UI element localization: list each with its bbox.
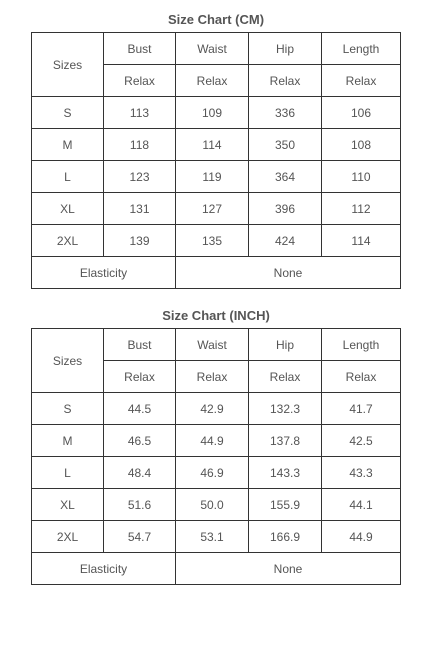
- waist-cell: 44.9: [176, 425, 249, 457]
- waist-cell: 50.0: [176, 489, 249, 521]
- length-cell: 112: [322, 193, 401, 225]
- length-cell: 110: [322, 161, 401, 193]
- elasticity-value: None: [176, 553, 401, 585]
- length-cell: 44.9: [322, 521, 401, 553]
- table-row: [32, 129, 401, 161]
- table-row: [32, 425, 401, 457]
- hip-cell: 336: [249, 97, 322, 129]
- hip-cell: 364: [249, 161, 322, 193]
- size-cell: M: [32, 129, 104, 161]
- waist-cell: 53.1: [176, 521, 249, 553]
- bust-cell: 44.5: [104, 393, 176, 425]
- elasticity-row: [32, 257, 401, 289]
- hip-header: Hip: [249, 33, 322, 65]
- bust-cell: 48.4: [104, 457, 176, 489]
- table-row: [32, 393, 401, 425]
- size-cell: L: [32, 161, 104, 193]
- table-row: [32, 225, 401, 257]
- size-cell: S: [32, 393, 104, 425]
- length-cell: 41.7: [322, 393, 401, 425]
- length-cell: 106: [322, 97, 401, 129]
- bust-cell: 54.7: [104, 521, 176, 553]
- elasticity-label: Elasticity: [32, 553, 176, 585]
- table-row: [32, 161, 401, 193]
- size-cell: 2XL: [32, 521, 104, 553]
- header-row: [32, 329, 401, 361]
- size-cell: XL: [32, 193, 104, 225]
- table-row: [32, 489, 401, 521]
- table-row: [32, 193, 401, 225]
- sizes-header: Sizes: [32, 33, 104, 97]
- waist-cell: 109: [176, 97, 249, 129]
- fit-subheader: Relax: [104, 65, 176, 97]
- fit-subheader: Relax: [249, 65, 322, 97]
- hip-cell: 132.3: [249, 393, 322, 425]
- hip-cell: 143.3: [249, 457, 322, 489]
- size-cell: XL: [32, 489, 104, 521]
- waist-header: Waist: [176, 329, 249, 361]
- hip-cell: 155.9: [249, 489, 322, 521]
- size-cell: M: [32, 425, 104, 457]
- waist-cell: 114: [176, 129, 249, 161]
- fit-subheader: Relax: [176, 65, 249, 97]
- elasticity-label: Elasticity: [32, 257, 176, 289]
- bust-cell: 51.6: [104, 489, 176, 521]
- size-chart-inch-table: [31, 328, 401, 585]
- length-cell: 108: [322, 129, 401, 161]
- fit-subheader: Relax: [322, 65, 401, 97]
- bust-cell: 118: [104, 129, 176, 161]
- length-cell: 44.1: [322, 489, 401, 521]
- elasticity-row: [32, 553, 401, 585]
- size-chart-cm-table: [31, 32, 401, 289]
- size-chart-inch-title: Size Chart (INCH): [162, 308, 270, 323]
- waist-cell: 46.9: [176, 457, 249, 489]
- fit-subheader: Relax: [176, 361, 249, 393]
- length-cell: 42.5: [322, 425, 401, 457]
- header-row: [32, 33, 401, 65]
- table-row: [32, 97, 401, 129]
- size-cell: 2XL: [32, 225, 104, 257]
- waist-cell: 42.9: [176, 393, 249, 425]
- bust-cell: 139: [104, 225, 176, 257]
- hip-cell: 350: [249, 129, 322, 161]
- fit-subheader: Relax: [322, 361, 401, 393]
- waist-header: Waist: [176, 33, 249, 65]
- fit-subheader: Relax: [249, 361, 322, 393]
- elasticity-value: None: [176, 257, 401, 289]
- length-header: Length: [322, 33, 401, 65]
- waist-cell: 135: [176, 225, 249, 257]
- bust-cell: 123: [104, 161, 176, 193]
- bust-cell: 131: [104, 193, 176, 225]
- length-cell: 114: [322, 225, 401, 257]
- size-cell: S: [32, 97, 104, 129]
- waist-cell: 119: [176, 161, 249, 193]
- bust-header: Bust: [104, 33, 176, 65]
- waist-cell: 127: [176, 193, 249, 225]
- hip-cell: 166.9: [249, 521, 322, 553]
- sizes-header: Sizes: [32, 329, 104, 393]
- size-cell: L: [32, 457, 104, 489]
- length-cell: 43.3: [322, 457, 401, 489]
- hip-header: Hip: [249, 329, 322, 361]
- size-chart-cm-title: Size Chart (CM): [167, 12, 265, 27]
- hip-cell: 137.8: [249, 425, 322, 457]
- fit-subheader: Relax: [104, 361, 176, 393]
- bust-header: Bust: [104, 329, 176, 361]
- table-row: [32, 457, 401, 489]
- length-header: Length: [322, 329, 401, 361]
- bust-cell: 113: [104, 97, 176, 129]
- bust-cell: 46.5: [104, 425, 176, 457]
- table-row: [32, 521, 401, 553]
- hip-cell: 396: [249, 193, 322, 225]
- hip-cell: 424: [249, 225, 322, 257]
